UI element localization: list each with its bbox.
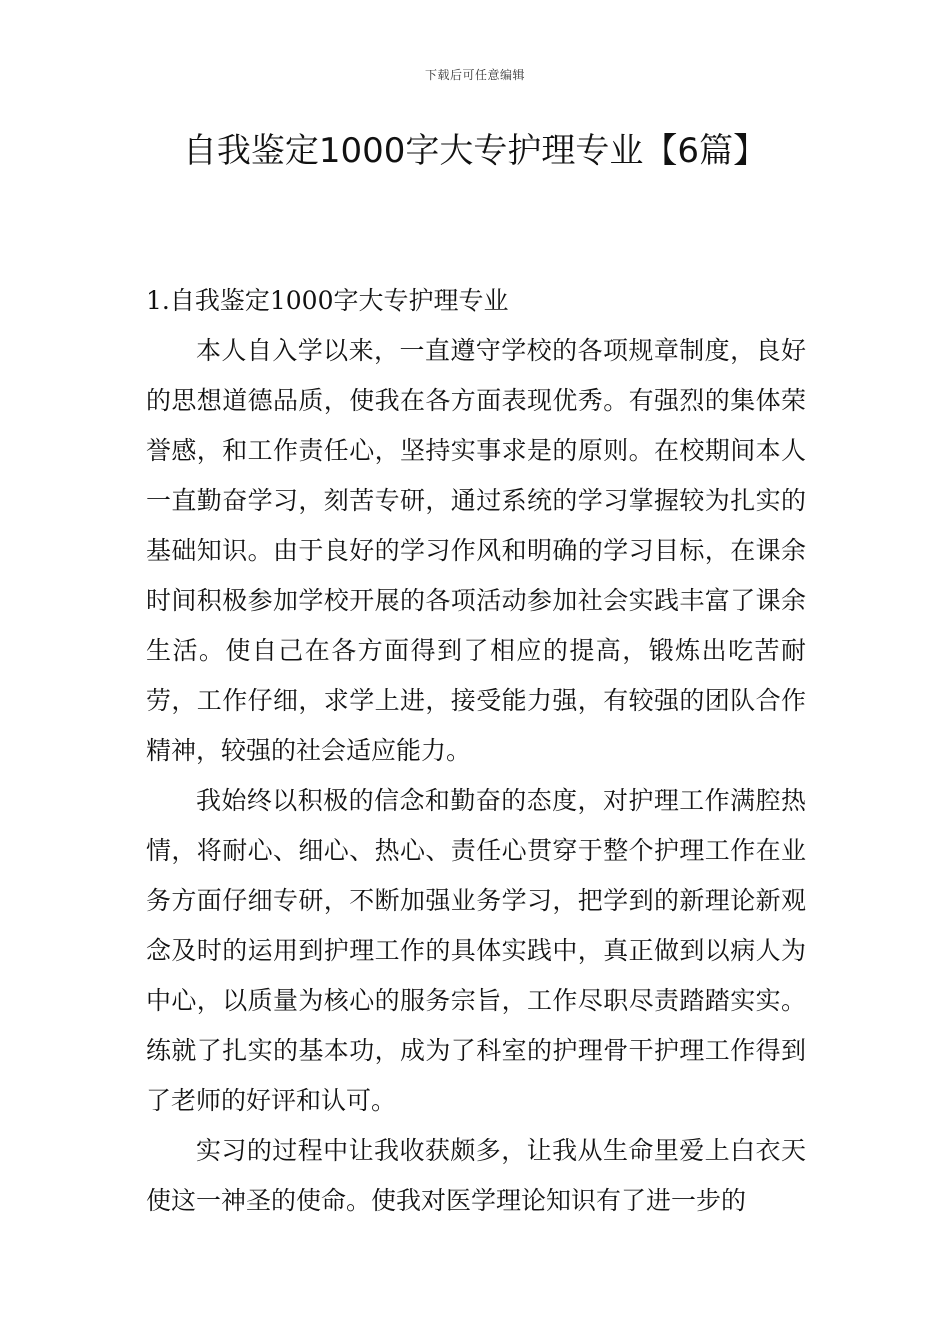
paragraph-3: 实习的过程中让我收获颇多，让我从生命里爱上白衣天使这一神圣的使命。使我对医学理论知识有了进一步的 bbox=[146, 1136, 806, 1215]
header-note: 下载后可任意编辑 bbox=[424, 68, 525, 82]
paragraph-2: 我始终以积极的信念和勤奋的态度，对护理工作满腔热情，将耐心、细心、热心、责任心贯穿于整个护理工作在业务方面仔细专研，不断加强业务学习，把学到的新理论新观念及时的运用到护理工作的具体实践中，真正做到以病人为中心，以质量为核心的服务宗旨，工作尽职尽责踏踏实实。练就了扎实的基本功，成为了科室的护理骨干护理工作得到了老师的好评和认可。 bbox=[146, 786, 806, 1115]
document-body bbox=[146, 276, 806, 1226]
section-heading: 1.自我鉴定1000字大专护理专业 bbox=[146, 286, 509, 315]
document-title: 自我鉴定1000字大专护理专业【6篇】 bbox=[182, 131, 768, 171]
paragraph-1: 本人自入学以来，一直遵守学校的各项规章制度，良好的思想道德品质，使我在各方面表现优秀。有强烈的集体荣誉感，和工作责任心，坚持实事求是的原则。在校期间本人一直勤奋学习，刻苦专研，通过系统的学习掌握较为扎实的基础知识。由于良好的学习作风和明确的学习目标，在课余时间积极参加学校开展的各项活动参加社会实践丰富了课余生活。使自己在各方面得到了相应的提高，锻炼出吃苦耐劳，工作仔细，求学上进，接受能力强，有较强的团队合作精神，较强的社会适应能力。 bbox=[146, 336, 806, 765]
